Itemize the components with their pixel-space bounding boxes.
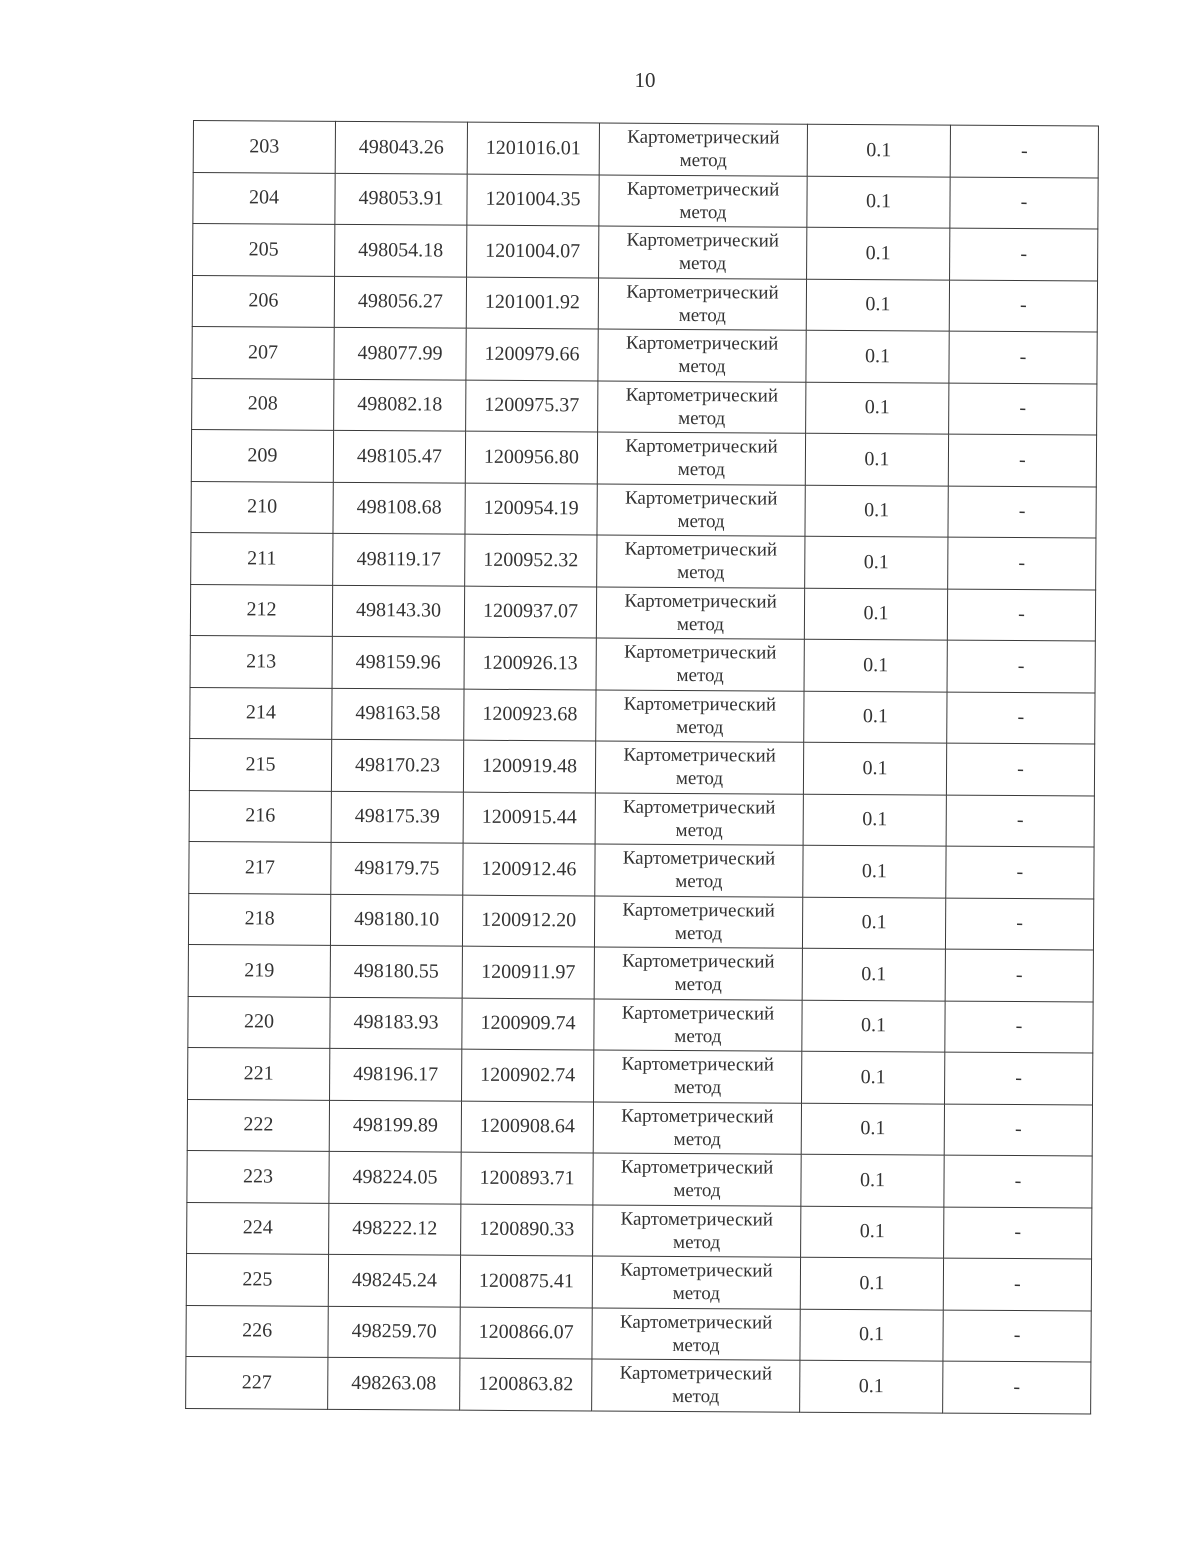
method-line-1: Картометрический — [625, 384, 779, 407]
accuracy-cell: 0.1 — [804, 588, 947, 640]
y-coordinate-cell: 1201001.92 — [466, 277, 598, 329]
x-coordinate-cell: 498105.47 — [333, 430, 465, 482]
method-cell — [593, 1204, 801, 1257]
point-number-cell: 224 — [187, 1202, 329, 1254]
x-coordinate-cell: 498077.99 — [334, 327, 466, 379]
y-coordinate-cell: 1200956.80 — [465, 431, 597, 483]
note-cell: - — [945, 949, 1093, 1001]
method-line-2: метод — [676, 665, 724, 687]
x-coordinate-cell: 498224.05 — [329, 1151, 461, 1203]
method-line-2: метод — [672, 1283, 720, 1305]
point-number-cell: 222 — [187, 1099, 329, 1151]
method-cell — [596, 638, 804, 691]
note-cell: - — [943, 1258, 1091, 1310]
table-row — [192, 275, 1097, 332]
y-coordinate-cell: 1200975.37 — [466, 380, 598, 432]
y-coordinate-cell: 1200911.97 — [462, 946, 594, 998]
method-line-1: Картометрический — [626, 178, 780, 201]
method-line-1: Картометрический — [620, 1208, 774, 1231]
method-line-1: Картометрический — [622, 899, 775, 922]
method-cell — [594, 998, 802, 1051]
point-number-cell: 206 — [192, 275, 334, 327]
method-line-2: метод — [675, 871, 723, 893]
table-row — [191, 481, 1096, 538]
note-cell: - — [947, 589, 1095, 641]
x-coordinate-cell: 498175.39 — [331, 791, 463, 843]
method-line-2: метод — [675, 819, 723, 841]
method-line-2: метод — [673, 1128, 721, 1150]
method-cell — [598, 277, 806, 330]
method-line-1: Картометрический — [619, 1362, 773, 1385]
x-coordinate-cell: 498163.58 — [332, 688, 464, 740]
accuracy-cell: 0.1 — [801, 1103, 944, 1155]
table-row — [187, 1150, 1092, 1207]
table-row — [193, 172, 1098, 229]
table-row — [193, 121, 1098, 178]
method-line-1: Картометрический — [623, 641, 777, 664]
x-coordinate-cell: 498170.23 — [331, 739, 463, 791]
x-coordinate-cell: 498183.93 — [330, 997, 462, 1049]
method-line-2: метод — [673, 1231, 721, 1253]
method-line-2: метод — [678, 253, 727, 275]
method-cell — [594, 947, 802, 1000]
table-row — [187, 1099, 1092, 1156]
point-number-cell: 211 — [191, 532, 333, 584]
accuracy-cell: 0.1 — [801, 1154, 944, 1206]
point-number-cell: 207 — [192, 326, 334, 378]
method-cell — [599, 174, 807, 227]
accuracy-cell: 0.1 — [802, 948, 945, 1000]
method-line-1: Картометрический — [621, 1053, 775, 1076]
note-cell: - — [948, 537, 1096, 589]
y-coordinate-cell: 1200875.41 — [460, 1255, 592, 1307]
method-cell — [597, 432, 805, 485]
y-coordinate-cell: 1200909.74 — [462, 998, 594, 1050]
table-row — [188, 1047, 1093, 1104]
method-line-2: метод — [678, 304, 726, 327]
method-line-2: метод — [676, 613, 725, 636]
x-coordinate-cell: 498043.26 — [335, 121, 467, 173]
y-coordinate-cell: 1200954.19 — [465, 483, 597, 535]
method-line-1: Картометрический — [622, 847, 776, 870]
point-number-cell: 213 — [190, 635, 332, 687]
method-cell — [592, 1256, 800, 1309]
method-cell — [597, 535, 805, 588]
method-line-1: Картометрический — [621, 1002, 775, 1025]
x-coordinate-cell: 498143.30 — [332, 585, 464, 637]
method-line-2: метод — [673, 1077, 722, 1099]
note-cell: - — [945, 1052, 1093, 1104]
x-coordinate-cell: 498259.70 — [328, 1306, 460, 1358]
method-line-2: метод — [674, 1025, 722, 1047]
y-coordinate-cell: 1200866.07 — [460, 1307, 592, 1359]
coordinates-table — [185, 120, 1099, 1414]
x-coordinate-cell: 498263.08 — [328, 1357, 460, 1409]
point-number-cell: 227 — [186, 1356, 328, 1408]
accuracy-cell: 0.1 — [807, 124, 950, 176]
y-coordinate-cell: 1200912.46 — [463, 843, 595, 895]
point-number-cell: 226 — [186, 1305, 328, 1357]
table-row — [190, 687, 1095, 744]
x-coordinate-cell: 498245.24 — [328, 1254, 460, 1306]
note-cell: - — [943, 1361, 1091, 1413]
point-number-cell: 221 — [188, 1047, 330, 1099]
accuracy-cell: 0.1 — [802, 897, 945, 949]
method-line-2: метод — [677, 459, 725, 481]
table-body — [186, 121, 1099, 1414]
accuracy-cell: 0.1 — [803, 742, 946, 794]
y-coordinate-cell: 1200979.66 — [466, 328, 598, 380]
method-cell — [596, 689, 804, 742]
point-number-cell: 212 — [190, 584, 332, 636]
note-cell: - — [947, 692, 1095, 744]
point-number-cell: 203 — [193, 121, 335, 173]
method-line-2: метод — [672, 1334, 720, 1356]
table-row — [187, 1202, 1092, 1259]
note-cell: - — [944, 1207, 1092, 1259]
method-line-2: метод — [679, 150, 727, 172]
method-line-2: метод — [674, 974, 722, 996]
method-cell — [599, 123, 807, 176]
note-cell: - — [944, 1155, 1092, 1207]
table-row — [189, 790, 1094, 847]
method-line-1: Картометрический — [620, 1156, 774, 1179]
method-line-2: метод — [678, 356, 726, 378]
note-cell: - — [949, 280, 1097, 332]
method-line-1: Картометрический — [624, 487, 778, 510]
method-line-1: Картометрический — [623, 693, 777, 716]
accuracy-cell: 0.1 — [805, 433, 948, 485]
table-row — [191, 429, 1096, 486]
method-line-2: метод — [678, 407, 726, 430]
table-row — [186, 1305, 1091, 1362]
method-line-1: Картометрический — [624, 590, 777, 613]
table-row — [190, 584, 1095, 641]
x-coordinate-cell: 498179.75 — [331, 842, 463, 894]
accuracy-cell: 0.1 — [800, 1257, 943, 1309]
note-cell: - — [945, 898, 1093, 950]
accuracy-cell: 0.1 — [800, 1309, 943, 1361]
table-row — [188, 996, 1093, 1053]
note-cell: - — [945, 1001, 1093, 1053]
y-coordinate-cell: 1200937.07 — [464, 586, 596, 638]
table-row — [189, 738, 1094, 795]
y-coordinate-cell: 1201004.07 — [467, 225, 599, 277]
x-coordinate-cell: 498056.27 — [334, 276, 466, 328]
accuracy-cell: 0.1 — [804, 691, 947, 743]
method-cell — [592, 1359, 800, 1412]
y-coordinate-cell: 1200863.82 — [460, 1358, 592, 1410]
method-line-1: Картометрический — [625, 332, 779, 355]
x-coordinate-cell: 498180.10 — [330, 894, 462, 946]
method-line-2: метод — [675, 768, 724, 790]
point-number-cell: 217 — [189, 841, 331, 893]
table-row — [192, 378, 1097, 435]
accuracy-cell: 0.1 — [806, 382, 949, 434]
note-cell: - — [944, 1104, 1092, 1156]
method-line-1: Картометрический — [622, 950, 775, 973]
method-line-2: метод — [677, 510, 725, 533]
note-cell: - — [949, 383, 1097, 435]
point-number-cell: 215 — [189, 738, 331, 790]
method-cell — [595, 844, 803, 897]
method-line-1: Картометрический — [619, 1311, 773, 1334]
method-cell — [594, 1050, 802, 1103]
point-number-cell: 204 — [193, 172, 335, 224]
point-number-cell: 225 — [186, 1253, 328, 1305]
table-row — [188, 944, 1093, 1001]
method-line-1: Картометрический — [621, 1105, 774, 1128]
method-line-2: метод — [677, 562, 725, 584]
y-coordinate-cell: 1200952.32 — [465, 534, 597, 586]
accuracy-cell: 0.1 — [802, 1000, 945, 1052]
x-coordinate-cell: 498196.17 — [330, 1048, 462, 1100]
note-cell: - — [950, 125, 1098, 177]
table-row — [186, 1356, 1091, 1413]
x-coordinate-cell: 498108.68 — [333, 482, 465, 534]
method-line-2: метод — [674, 922, 723, 944]
accuracy-cell: 0.1 — [806, 279, 949, 331]
table-row — [193, 224, 1098, 281]
method-cell — [598, 380, 806, 433]
point-number-cell: 220 — [188, 996, 330, 1048]
table-row — [189, 841, 1094, 898]
method-line-2: метод — [673, 1180, 721, 1202]
point-number-cell: 205 — [193, 224, 335, 276]
method-line-1: Картометрический — [623, 796, 776, 819]
accuracy-cell: 0.1 — [807, 176, 950, 228]
note-cell: - — [948, 434, 1096, 486]
y-coordinate-cell: 1200912.20 — [462, 895, 594, 947]
method-line-2: метод — [676, 716, 724, 739]
x-coordinate-cell: 498222.12 — [329, 1203, 461, 1255]
x-coordinate-cell: 498053.91 — [335, 173, 467, 225]
page-number: 10 — [634, 68, 656, 92]
accuracy-cell: 0.1 — [803, 794, 946, 846]
x-coordinate-cell: 498054.18 — [335, 224, 467, 276]
y-coordinate-cell: 1201004.35 — [467, 174, 599, 226]
method-line-1: Картометрический — [625, 435, 778, 458]
method-cell — [598, 329, 806, 382]
table-row — [190, 635, 1095, 692]
method-line-1: Картометрический — [620, 1259, 773, 1282]
x-coordinate-cell: 498180.55 — [330, 945, 462, 997]
method-line-1: Картометрический — [626, 229, 780, 252]
method-line-2: метод — [672, 1386, 720, 1408]
note-cell: - — [950, 177, 1098, 229]
accuracy-cell: 0.1 — [803, 845, 946, 897]
point-number-cell: 218 — [188, 893, 330, 945]
method-cell — [595, 741, 803, 794]
note-cell: - — [946, 795, 1094, 847]
y-coordinate-cell: 1200908.64 — [461, 1101, 593, 1153]
y-coordinate-cell: 1200902.74 — [462, 1049, 594, 1101]
accuracy-cell: 0.1 — [801, 1206, 944, 1258]
method-cell — [596, 586, 804, 639]
method-line-1: Картометрический — [627, 126, 780, 149]
method-cell — [595, 792, 803, 845]
note-cell: - — [948, 486, 1096, 538]
method-cell — [599, 226, 807, 279]
point-number-cell: 209 — [191, 429, 333, 481]
accuracy-cell: 0.1 — [807, 227, 950, 279]
accuracy-cell: 0.1 — [804, 639, 947, 691]
method-cell — [592, 1307, 800, 1360]
y-coordinate-cell: 1200890.33 — [461, 1204, 593, 1256]
point-number-cell: 210 — [191, 481, 333, 533]
table-row — [188, 893, 1093, 950]
y-coordinate-cell: 1200915.44 — [463, 792, 595, 844]
method-cell — [593, 1153, 801, 1206]
point-number-cell: 216 — [189, 790, 331, 842]
y-coordinate-cell: 1200926.13 — [464, 637, 596, 689]
accuracy-cell: 0.1 — [802, 1051, 945, 1103]
point-number-cell: 223 — [187, 1150, 329, 1202]
method-line-1: Картометрический — [626, 281, 779, 304]
method-line-1: Картометрический — [624, 538, 778, 561]
accuracy-cell: 0.1 — [805, 485, 948, 537]
coordinates-table-wrapper — [185, 120, 1098, 1414]
x-coordinate-cell: 498119.17 — [333, 533, 465, 585]
note-cell: - — [950, 228, 1098, 280]
accuracy-cell: 0.1 — [805, 536, 948, 588]
method-cell — [597, 483, 805, 536]
method-cell — [593, 1101, 801, 1154]
accuracy-cell: 0.1 — [800, 1360, 943, 1412]
y-coordinate-cell: 1200893.71 — [461, 1152, 593, 1204]
point-number-cell: 214 — [190, 687, 332, 739]
table-row — [186, 1253, 1091, 1310]
table-row — [192, 326, 1097, 383]
note-cell: - — [946, 743, 1094, 795]
method-line-2: метод — [679, 201, 727, 224]
note-cell: - — [947, 640, 1095, 692]
y-coordinate-cell: 1200919.48 — [463, 740, 595, 792]
x-coordinate-cell: 498159.96 — [332, 636, 464, 688]
table-row — [191, 532, 1096, 589]
point-number-cell: 219 — [188, 944, 330, 996]
point-number-cell: 208 — [192, 378, 334, 430]
note-cell: - — [949, 331, 1097, 383]
x-coordinate-cell: 498082.18 — [334, 379, 466, 431]
y-coordinate-cell: 1201016.01 — [467, 122, 599, 174]
y-coordinate-cell: 1200923.68 — [464, 689, 596, 741]
method-line-1: Картометрический — [623, 744, 776, 767]
accuracy-cell: 0.1 — [806, 330, 949, 382]
note-cell: - — [943, 1310, 1091, 1362]
method-cell — [594, 895, 802, 948]
note-cell: - — [946, 846, 1094, 898]
x-coordinate-cell: 498199.89 — [329, 1100, 461, 1152]
